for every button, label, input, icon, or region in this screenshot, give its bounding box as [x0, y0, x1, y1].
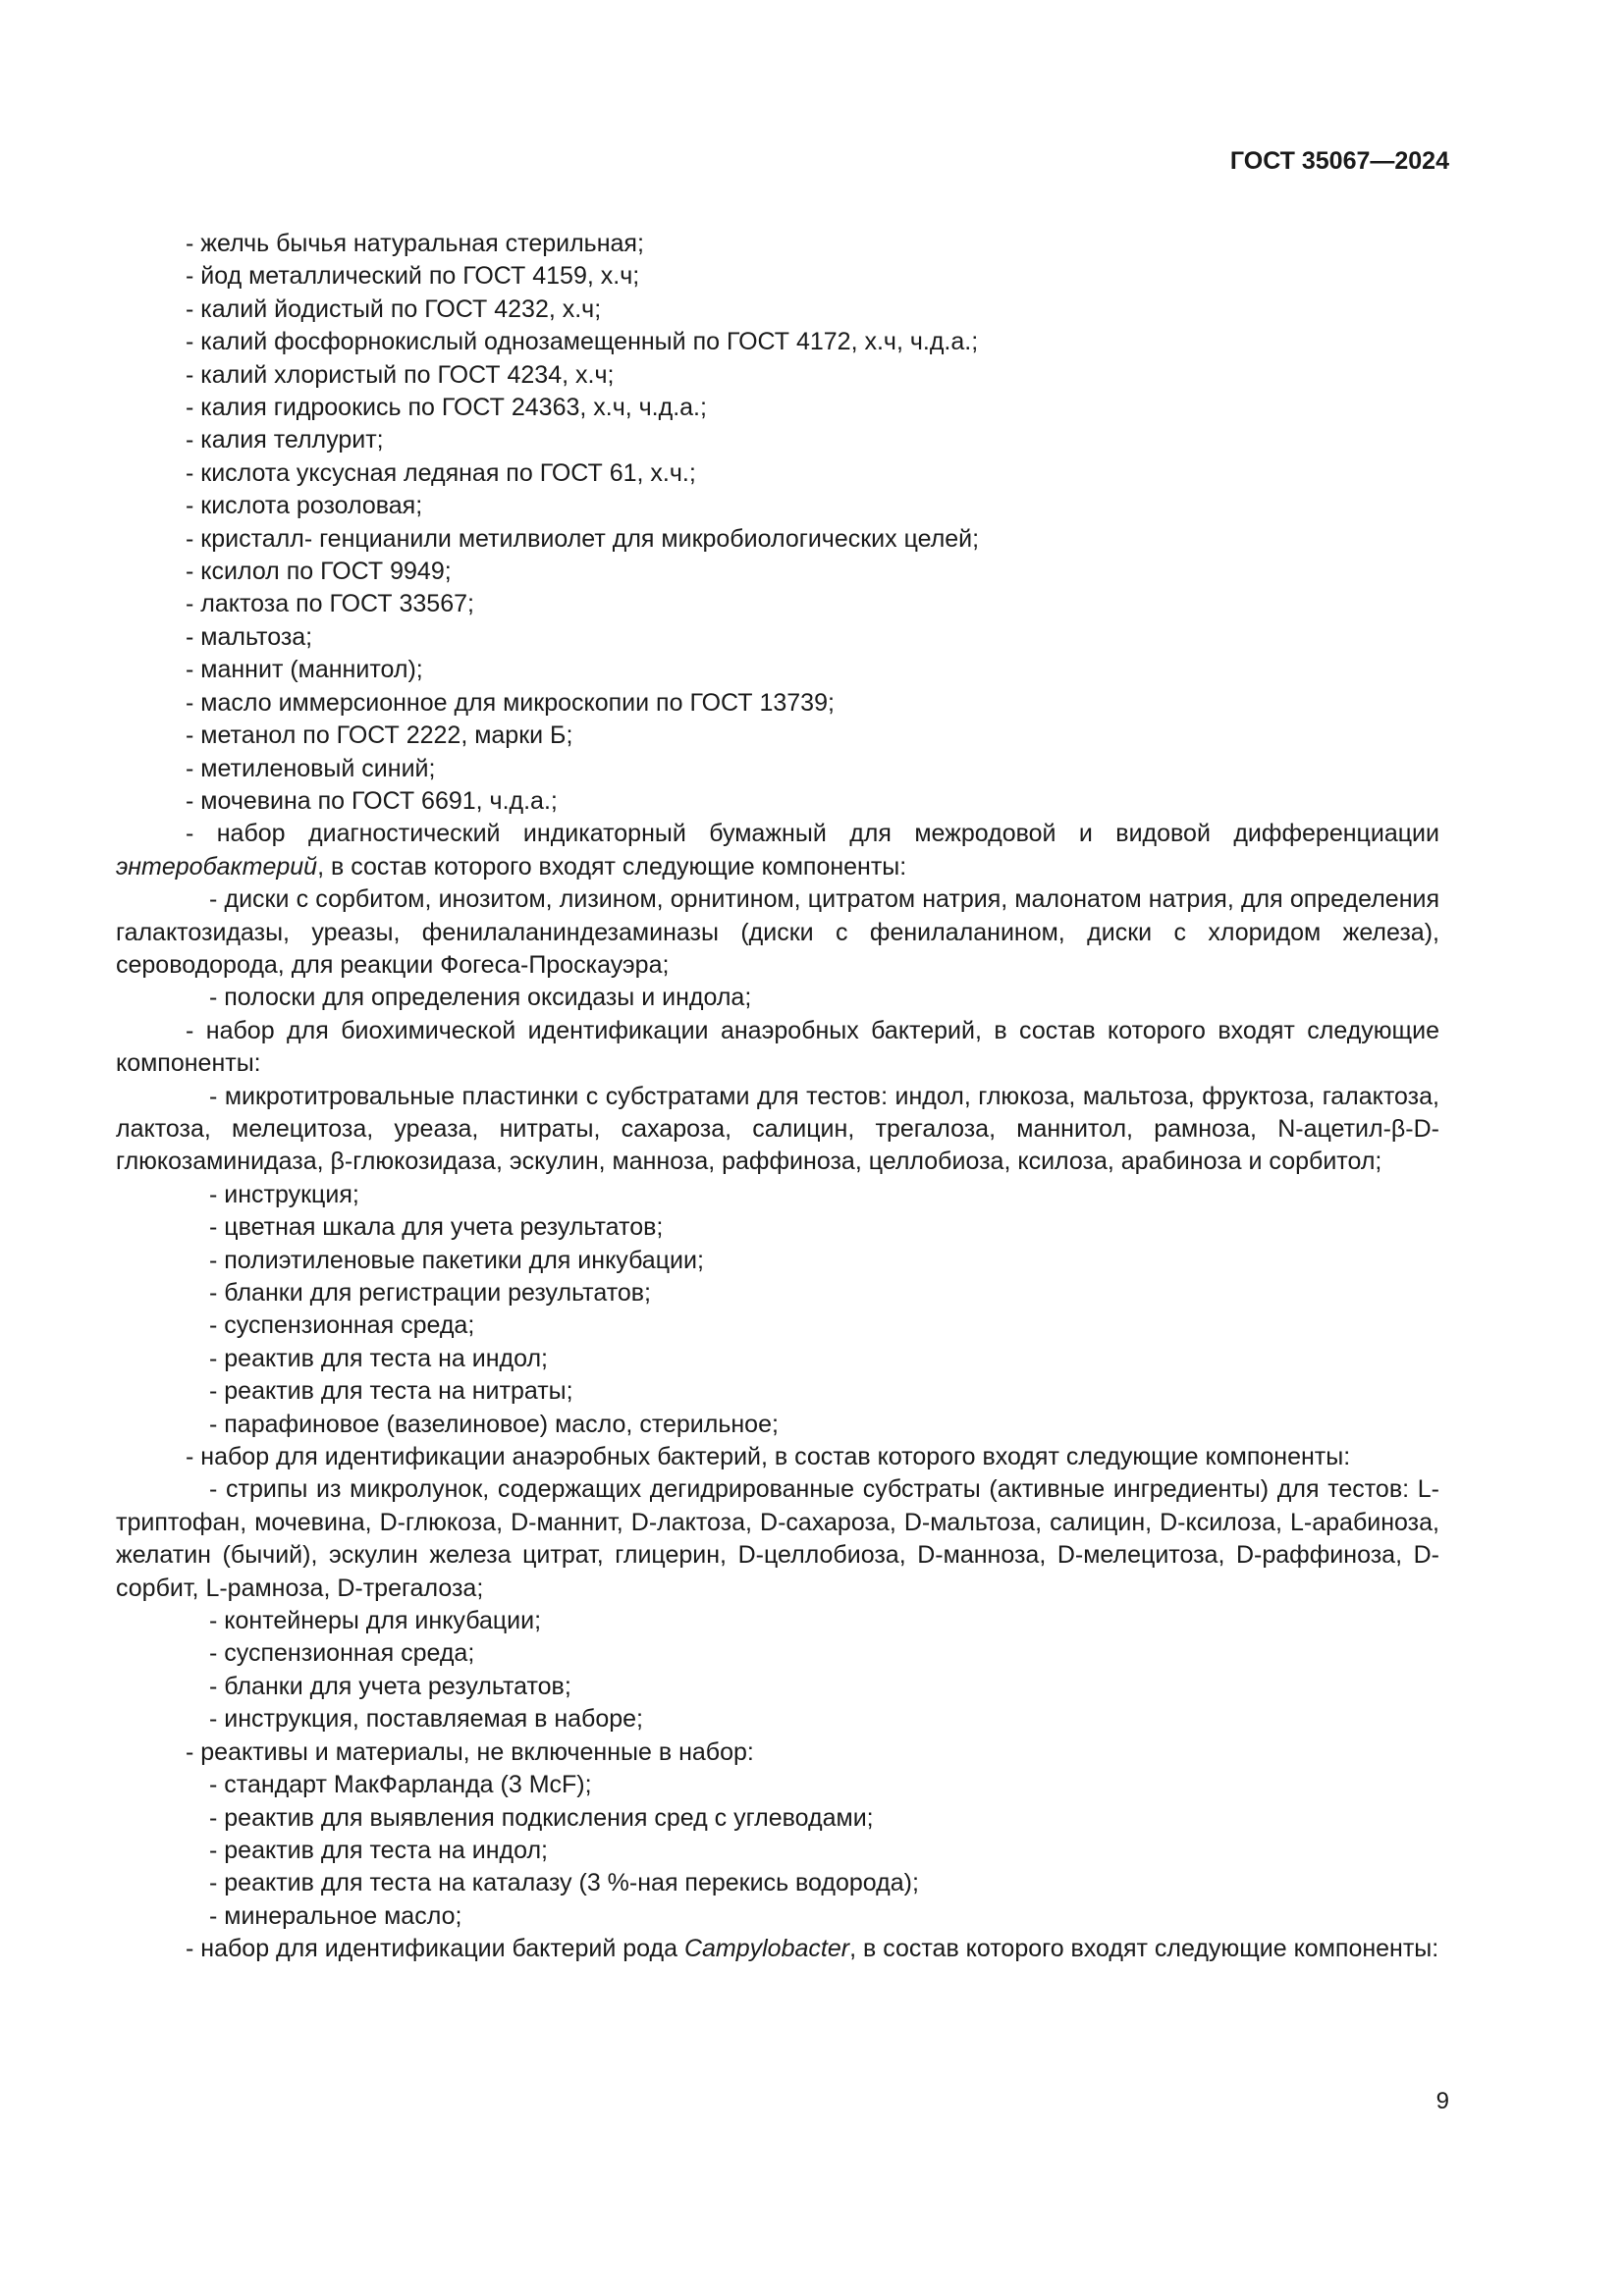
list-item: - инструкция; — [209, 1180, 359, 1208]
list-item: - суспензионная среда; — [209, 1639, 475, 1668]
list-item: - суспензионная среда; — [209, 1311, 475, 1340]
list-item: - стандарт МакФарланда (3 McF); — [209, 1771, 592, 1799]
list-item: - калия теллурит; — [186, 426, 384, 454]
list-item: - мочевина по ГОСТ 6691, ч.д.а.; — [186, 786, 558, 815]
list-item: - кристалл- генцианили метилвиолет для микробиологических целей; — [186, 524, 980, 553]
list-item: - лактоза по ГОСТ 33567; — [186, 590, 474, 618]
list-item: - бланки для учета результатов; — [209, 1672, 571, 1700]
list-item: - калий фосфорнокислый однозамещенный по ГОСТ 4172, х.ч, ч.д.а.; — [186, 328, 979, 356]
italic-term: Campylobacter — [683, 1935, 850, 1963]
list-item: - кислота розоловая; — [186, 492, 423, 520]
list-item: - диски с сорбитом, инозитом, лизином, орнитином, цитратом натрия, малонатом натрия, для определения галактозидазы, уреазы, фенилаланиндезаминазы (диски с фенилаланином, диски с хлоридом железа), сероводорода, для реакции Фогеса-Проскауэра; — [116, 885, 1439, 979]
list-item: - метанол по ГОСТ 2222, марки Б; — [186, 721, 573, 750]
document-header: ГОСТ 35067—2024 — [1229, 147, 1449, 175]
list-item: - бланки для регистрации результатов; — [209, 1279, 651, 1307]
list-item: - реактив для теста на индол; — [209, 1344, 548, 1372]
list-item: - набор диагностический индикаторный бумажный для межродовой и видовой дифференциации энтеробактерий, в состав которого входят следующие компоненты: — [116, 820, 1439, 881]
list-item: - реактив для выявления подкисления сред с углеводами; — [209, 1803, 874, 1832]
page-number: 9 — [1435, 2088, 1449, 2114]
list-item: - желчь бычья натуральная стерильная; — [186, 230, 644, 257]
list-item: - реактив для теста на нитраты; — [209, 1377, 573, 1406]
list-item: - реактив для теста на индол; — [209, 1836, 548, 1864]
list-item: - набор для идентификации бактерий рода Campylobacter, в состав которого входят следующие компоненты: — [186, 1935, 1439, 1963]
list-item: - кислота уксусная ледяная по ГОСТ 61, х.ч.; — [186, 458, 696, 487]
list-item: - калий хлористый по ГОСТ 4234, х.ч; — [186, 360, 615, 389]
list-item: - стрипы из микролунок, содержащих дегидрированные субстраты (активные ингредиенты) для тестов: L-триптофан, мочевина, D-глюкоза, D-маннит, D-лактоза, D-сахароза, D-мальтоза, салицин, D-ксилоза, L-арабиноза, желатин (бычий), эскулин железа цитрат, глицерин, D-целлобиоза, D-манноза, D-мелецитоза, D-раффиноза, D-сорбит, L-рамноза, D-трегалоза; — [116, 1475, 1439, 1602]
italic-term: энтеробактерий — [116, 852, 318, 881]
list-item: - калий йодистый по ГОСТ 4232, х.ч; — [186, 294, 602, 323]
list-item: - масло иммерсионное для микроскопии по ГОСТ 13739; — [186, 688, 835, 717]
list-item: - цветная шкала для учета результатов; — [209, 1213, 664, 1242]
list-item: - набор для идентификации анаэробных бактерий, в состав которого входят следующие компоненты: — [186, 1443, 1351, 1471]
list-item: - минеральное масло; — [209, 1901, 462, 1930]
list-item: - контейнеры для инкубации; — [209, 1607, 542, 1635]
list-item: - инструкция, поставляемая в наборе; — [209, 1705, 644, 1734]
list-item: - мальтоза; — [186, 622, 313, 651]
list-item: - йод металлический по ГОСТ 4159, х.ч; — [186, 262, 640, 291]
list-item: - полиэтиленовые пакетики для инкубации; — [209, 1246, 704, 1274]
list-item: - парафиновое (вазелиновое) масло, стерильное; — [209, 1410, 779, 1438]
list-item: - калия гидроокись по ГОСТ 24363, х.ч, ч.д.а.; — [186, 394, 707, 422]
list-item: - маннит (маннитол); — [186, 656, 423, 684]
list-item: - ксилол по ГОСТ 9949; — [186, 558, 452, 586]
list-item: - реактивы и материалы, не включенные в набор: — [186, 1737, 754, 1766]
list-item: - набор для биохимической идентификации анаэробных бактерий, в состав которого входят следующие компоненты: — [116, 1016, 1439, 1078]
list-item: - полоски для определения оксидазы и индола; — [209, 984, 752, 1012]
document-body — [116, 228, 1439, 1966]
list-item: - реактив для теста на каталазу (3 %-ная перекись водорода); — [209, 1869, 919, 1897]
list-item: - метиленовый синий; — [186, 754, 436, 782]
list-item: - микротитровальные пластинки с субстратами для тестов: индол, глюкоза, мальтоза, фруктоза, галактоза, лактоза, мелецитоза, уреаза, нитраты, сахароза, салицин, трегалоза, маннитол, рамноза, N-ацетил-β-D-глюкозаминидаза, β-глюкозидаза, эскулин, манноза, раффиноза, целлобиоза, ксилоза, арабиноза и сорбитол; — [116, 1082, 1439, 1176]
